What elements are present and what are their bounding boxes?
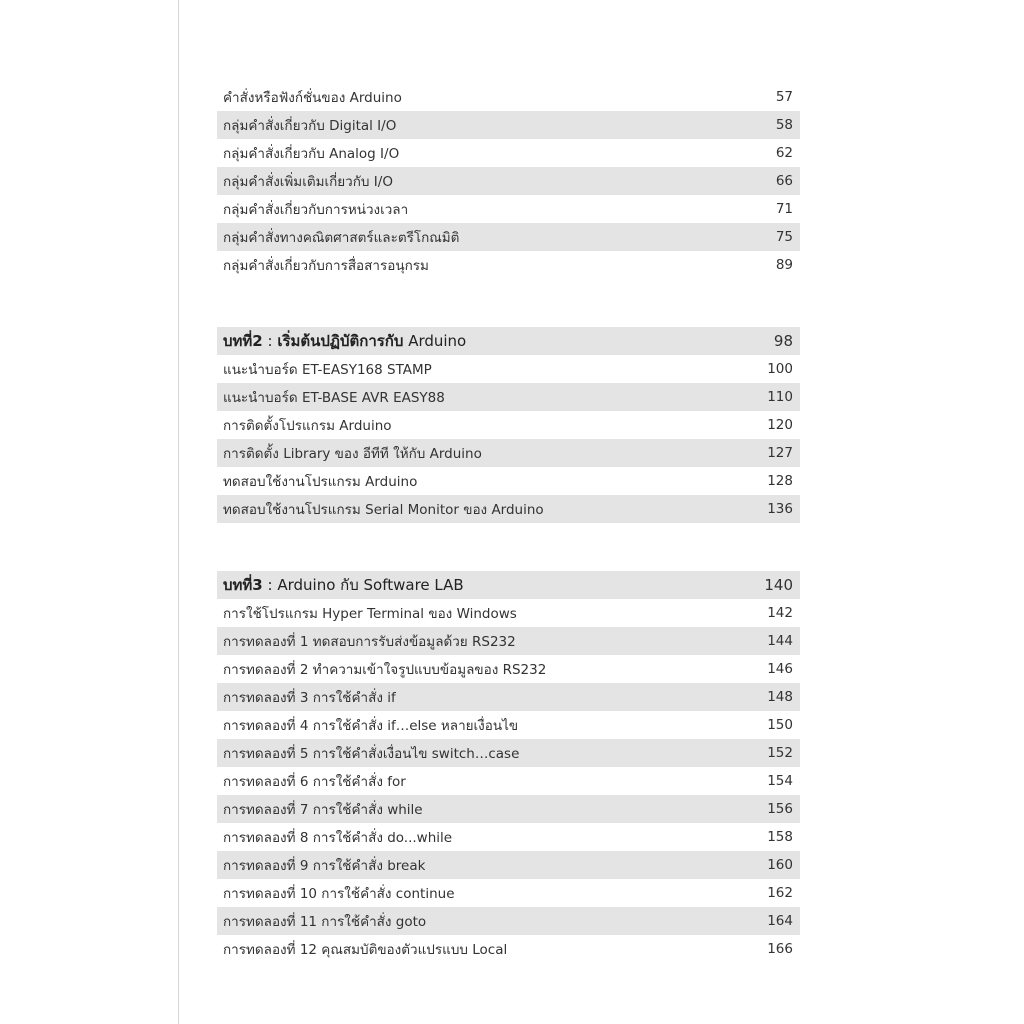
toc-entry	[217, 167, 800, 195]
toc-entry-title: ทดสอบใช้งานโปรแกรม Arduino	[223, 474, 418, 490]
toc-entry-page: 100	[767, 361, 793, 377]
toc-entry	[217, 711, 800, 739]
toc-entry-page: 110	[767, 389, 793, 405]
toc-entry	[217, 655, 800, 683]
toc-entry-title: การทดลองที่ 2 ทำความเข้าใจรูปแบบข้อมูลของ RS232	[223, 662, 547, 678]
toc-entry-page: 158	[767, 829, 793, 845]
toc-entry	[217, 683, 800, 711]
toc-entry-page: 71	[775, 201, 793, 217]
toc-entry-title: แนะนำบอร์ด ET-BASE AVR EASY88	[223, 390, 445, 406]
toc-entry-page: 144	[767, 633, 793, 649]
toc-entry-title: การใช้โปรแกรม Hyper Terminal ของ Windows	[223, 606, 517, 622]
toc-entry	[217, 411, 800, 439]
toc-entry-page: 142	[767, 605, 793, 621]
chapter-separator: :	[262, 576, 278, 594]
toc-entry-title: การทดลองที่ 4 การใช้คำสั่ง if…else หลายเงื่อนไข	[223, 718, 519, 734]
chapter-title: Arduino กับ Software LAB	[277, 576, 464, 594]
table-of-contents	[217, 83, 800, 963]
chapter-title: Arduino	[403, 332, 467, 350]
toc-entry	[217, 467, 800, 495]
toc-entry-title: การทดลองที่ 11 การใช้คำสั่ง goto	[223, 914, 427, 930]
toc-entry	[217, 195, 800, 223]
toc-entry-page: 156	[767, 801, 793, 817]
toc-entry	[217, 355, 800, 383]
toc-entry-title: การทดลองที่ 12 คุณสมบัติของตัวแปรแบบ Local	[223, 942, 508, 958]
toc-entry-title: การทดลองที่ 9 การใช้คำสั่ง break	[223, 858, 426, 874]
toc-entry-page: 136	[767, 501, 793, 517]
toc-entry	[217, 935, 800, 963]
toc-entry-page: 148	[767, 689, 793, 705]
toc-entry-title: กลุ่มคำสั่งเพิ่มเติมเกี่ยวกับ I/O	[223, 174, 393, 190]
toc-entry	[217, 383, 800, 411]
toc-entry-page: 152	[767, 745, 793, 761]
chapter-heading	[217, 571, 800, 599]
toc-entry-page: 166	[767, 941, 793, 957]
chapter-title-bold: เริ่มต้นปฏิบัติการกับ	[277, 332, 404, 350]
toc-entry	[217, 139, 800, 167]
toc-entry	[217, 879, 800, 907]
toc-entry-title: การทดลองที่ 1 ทดสอบการรับส่งข้อมูลด้วย RS232	[223, 634, 516, 650]
toc-entry-title: คำสั่งหรือฟังก์ชั่นของ Arduino	[223, 90, 402, 106]
toc-entry	[217, 223, 800, 251]
chapter-label: บทที่3	[223, 576, 263, 594]
toc-entry-page: 89	[775, 257, 793, 273]
chapter-heading-title	[223, 573, 464, 597]
toc-entry	[217, 251, 800, 279]
toc-entry-title: การทดลองที่ 5 การใช้คำสั่งเงื่อนไข switch…case	[223, 746, 520, 762]
toc-entry-title: การทดลองที่ 7 การใช้คำสั่ง while	[223, 802, 423, 818]
toc-entry-page: 58	[775, 117, 793, 133]
toc-entry-title: กลุ่มคำสั่งทางคณิตศาสตร์และตรีโกณมิติ	[223, 230, 460, 246]
toc-entry	[217, 823, 800, 851]
toc-entry	[217, 111, 800, 139]
toc-section-1	[217, 83, 800, 279]
toc-entry-page: 62	[775, 145, 793, 161]
toc-entry-page: 154	[767, 773, 793, 789]
chapter-heading-page: 140	[764, 576, 793, 594]
toc-entry-title: กลุ่มคำสั่งเกี่ยวกับ Digital I/O	[223, 118, 397, 134]
toc-entry	[217, 907, 800, 935]
toc-entry	[217, 83, 800, 111]
toc-entry-page: 164	[767, 913, 793, 929]
toc-entry-page: 75	[775, 229, 793, 245]
toc-section-chapter-3	[217, 571, 800, 963]
toc-entry-title: แนะนำบอร์ด ET-EASY168 STAMP	[223, 362, 432, 378]
toc-entry-page: 128	[767, 473, 793, 489]
toc-entry	[217, 627, 800, 655]
chapter-separator: :	[262, 332, 278, 350]
toc-entry-title: การทดลองที่ 10 การใช้คำสั่ง continue	[223, 886, 455, 902]
toc-entry-page: 146	[767, 661, 793, 677]
toc-entry-title: การติดตั้งโปรแกรม Arduino	[223, 418, 392, 434]
toc-entry-title: การติดตั้ง Library ของ อีทีที ให้กับ Arduino	[223, 446, 482, 462]
toc-entry	[217, 851, 800, 879]
toc-entry	[217, 495, 800, 523]
toc-entry-title: การทดลองที่ 8 การใช้คำสั่ง do...while	[223, 830, 453, 846]
page-edge-line	[178, 0, 179, 1024]
chapter-heading-title	[223, 329, 466, 353]
toc-entry	[217, 439, 800, 467]
chapter-heading	[217, 327, 800, 355]
toc-entry	[217, 795, 800, 823]
toc-entry-page: 57	[775, 89, 793, 105]
toc-entry-page: 120	[767, 417, 793, 433]
toc-entry-page: 127	[767, 445, 793, 461]
toc-section-chapter-2	[217, 327, 800, 523]
toc-entry-title: ทดสอบใช้งานโปรแกรม Serial Monitor ของ Arduino	[223, 502, 544, 518]
toc-entry	[217, 739, 800, 767]
toc-entry-page: 160	[767, 857, 793, 873]
toc-entry	[217, 767, 800, 795]
toc-entry-title: กลุ่มคำสั่งเกี่ยวกับการสื่อสารอนุกรม	[223, 258, 429, 274]
toc-entry-page: 150	[767, 717, 793, 733]
chapter-label: บทที่2	[223, 332, 263, 350]
toc-entry	[217, 599, 800, 627]
toc-entry-title: การทดลองที่ 3 การใช้คำสั่ง if	[223, 690, 396, 706]
toc-entry-title: กลุ่มคำสั่งเกี่ยวกับ Analog I/O	[223, 146, 400, 162]
toc-entry-page: 162	[767, 885, 793, 901]
toc-entry-title: การทดลองที่ 6 การใช้คำสั่ง for	[223, 774, 406, 790]
toc-entry-page: 66	[775, 173, 793, 189]
toc-entry-title: กลุ่มคำสั่งเกี่ยวกับการหน่วงเวลา	[223, 202, 409, 218]
chapter-heading-page: 98	[773, 332, 793, 350]
